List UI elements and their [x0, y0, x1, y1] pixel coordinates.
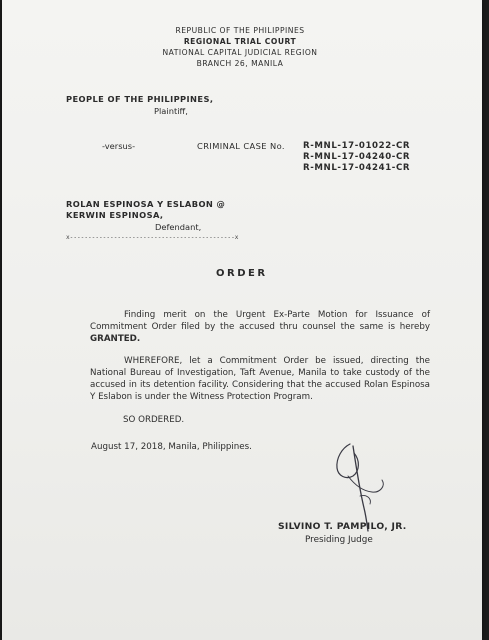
- granted-text: GRANTED.: [90, 334, 141, 344]
- order-paragraph-2: WHEREFORE, let a Commitment Order be issued, directing the National Bureau of Investigation, Taft Avenue, Manila to take custody of the accused in its detention facility. Considering that the accused Rolan Espinosa Y Eslabon is under the Witness Protection Program.: [90, 356, 430, 402]
- versus-label: -versus-: [102, 141, 136, 151]
- defendant-name-line1: ROLAN ESPINOSA Y ESLABON @: [66, 199, 226, 209]
- document-page: [2, 0, 482, 640]
- plaintiff-role: Plaintiff,: [154, 106, 188, 116]
- date-place: August 17, 2018, Manila, Philippines.: [91, 442, 252, 452]
- judge-title: Presiding Judge: [305, 535, 373, 545]
- header-court: REGIONAL TRIAL COURT: [183, 37, 297, 46]
- plaintiff-name: PEOPLE OF THE PHILIPPINES,: [66, 94, 214, 104]
- case-number-2: R-MNL-17-04240-CR: [303, 152, 411, 162]
- case-number-3: R-MNL-17-04241-CR: [303, 163, 411, 173]
- header-branch: BRANCH 26, MANILA: [196, 59, 284, 68]
- paragraph-1-text: Finding merit on the Urgent Ex-Parte Motion for Issuance of Commitment Order filed by the accused thru counsel the same is hereby: [90, 310, 430, 332]
- header-republic: REPUBLIC OF THE PHILIPPINES: [175, 26, 305, 35]
- so-ordered: SO ORDERED.: [123, 415, 185, 425]
- defendant-role: Defendant,: [155, 222, 202, 232]
- case-label: CRIMINAL CASE No.: [197, 141, 285, 151]
- defendant-name-line2: KERWIN ESPINOSA,: [66, 210, 164, 220]
- order-title: ORDER: [216, 268, 268, 279]
- court-order: [2, 0, 482, 640]
- header-region: NATIONAL CAPITAL JUDICIAL REGION: [162, 48, 318, 57]
- judge-name: SILVINO T. PAMPILO, JR.: [278, 521, 407, 532]
- case-number-1: R-MNL-17-01022-CR: [303, 141, 411, 151]
- caption-separator: x---------------------------------------------x: [66, 234, 239, 241]
- order-paragraph-1: [90, 309, 430, 345]
